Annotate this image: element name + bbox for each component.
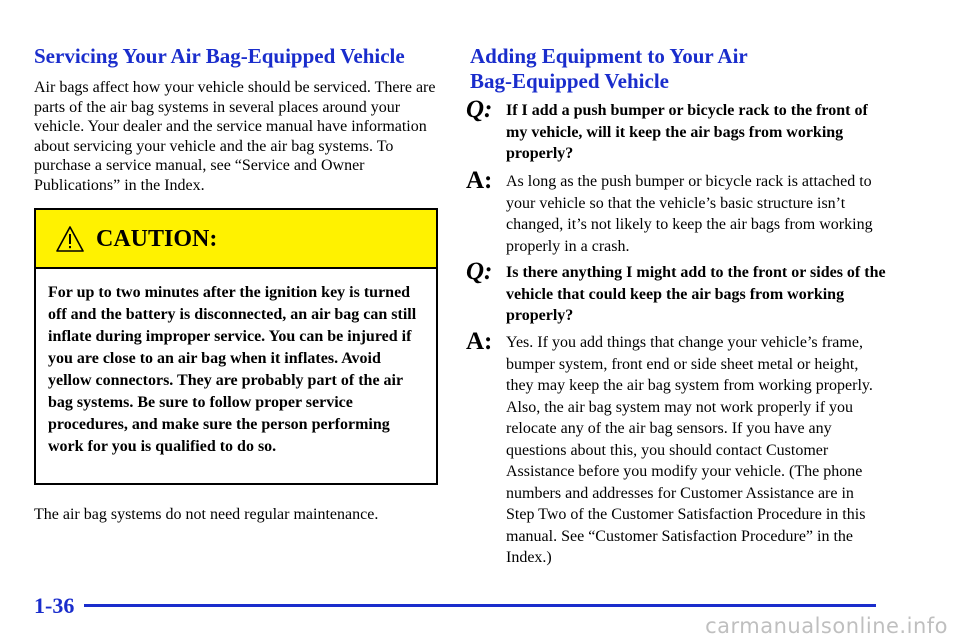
heading-line-2: Bag-Equipped Vehicle [470, 69, 669, 93]
section-heading-servicing: Servicing Your Air Bag-Equipped Vehicle [34, 44, 405, 68]
question-mark-label: Q: [466, 96, 493, 123]
caution-text: For up to two minutes after the ignition key is turned off and the battery is disconnected, an air bag can still inflate during improper service. You can be injured if you are close to an air bag when it inflates. Avoid yellow connectors. They are probably part of the air bag systems. Be sure to follow proper service procedures, and make sure the person performing work for you is qualified to do so. [48, 284, 417, 455]
answer-1 [466, 167, 886, 257]
caution-box [34, 208, 438, 485]
question-2 [466, 258, 886, 327]
page-number: 1-36 [34, 593, 75, 618]
section-heading-adding-equipment [470, 44, 890, 94]
question-text: If I add a push bumper or bicycle rack to the front of my vehicle, will it keep the air bags from working properly? [506, 102, 868, 162]
maintenance-note: The air bag systems do not need regular maintenance. [34, 506, 379, 523]
question-text: Is there anything I might add to the front or sides of the vehicle that could keep the air bags from working properly? [506, 264, 886, 324]
watermark: carmanualsonline.info [705, 614, 948, 638]
answer-mark-label: A: [466, 328, 493, 355]
intro-paragraph: Air bags affect how your vehicle should be serviced. There are parts of the air bag systems in several places around your vehicle. Your dealer and the service manual have information about servicing your vehicle and the air bag systems. To purchase a service manual, see “Service and Owner Publications” in the Index. [34, 79, 436, 194]
heading-line-1: Adding Equipment to Your Air [470, 44, 748, 68]
answer-text: As long as the push bumper or bicycle rack is attached to your vehicle so that the vehicle’s basic structure isn’t changed, it’s not likely to keep the air bags from working properly in a crash. [506, 173, 873, 255]
answer-text: Yes. If you add things that change your vehicle’s frame, bumper system, front end or side sheet metal or height, they may keep the air bag system from working properly. Also, the air bag system may not work properly if you relocate any of the air bag sensors. If you have any questions about this, you should contact Customer Assistance before you modify your vehicle. (The phone numbers and addresses for Customer Assistance are in Step Two of the Customer Satisfaction Procedure in this manual. See “Customer Satisfaction Procedure” in the Index.) [506, 334, 873, 566]
question-mark-label: Q: [466, 258, 493, 285]
warning-triangle-icon [56, 226, 84, 252]
caution-title: CAUTION: [96, 226, 218, 252]
caution-header [36, 210, 436, 269]
footer-rule [84, 604, 876, 607]
answer-mark-label: A: [466, 167, 493, 194]
answer-2 [466, 328, 886, 569]
question-1 [466, 96, 886, 165]
